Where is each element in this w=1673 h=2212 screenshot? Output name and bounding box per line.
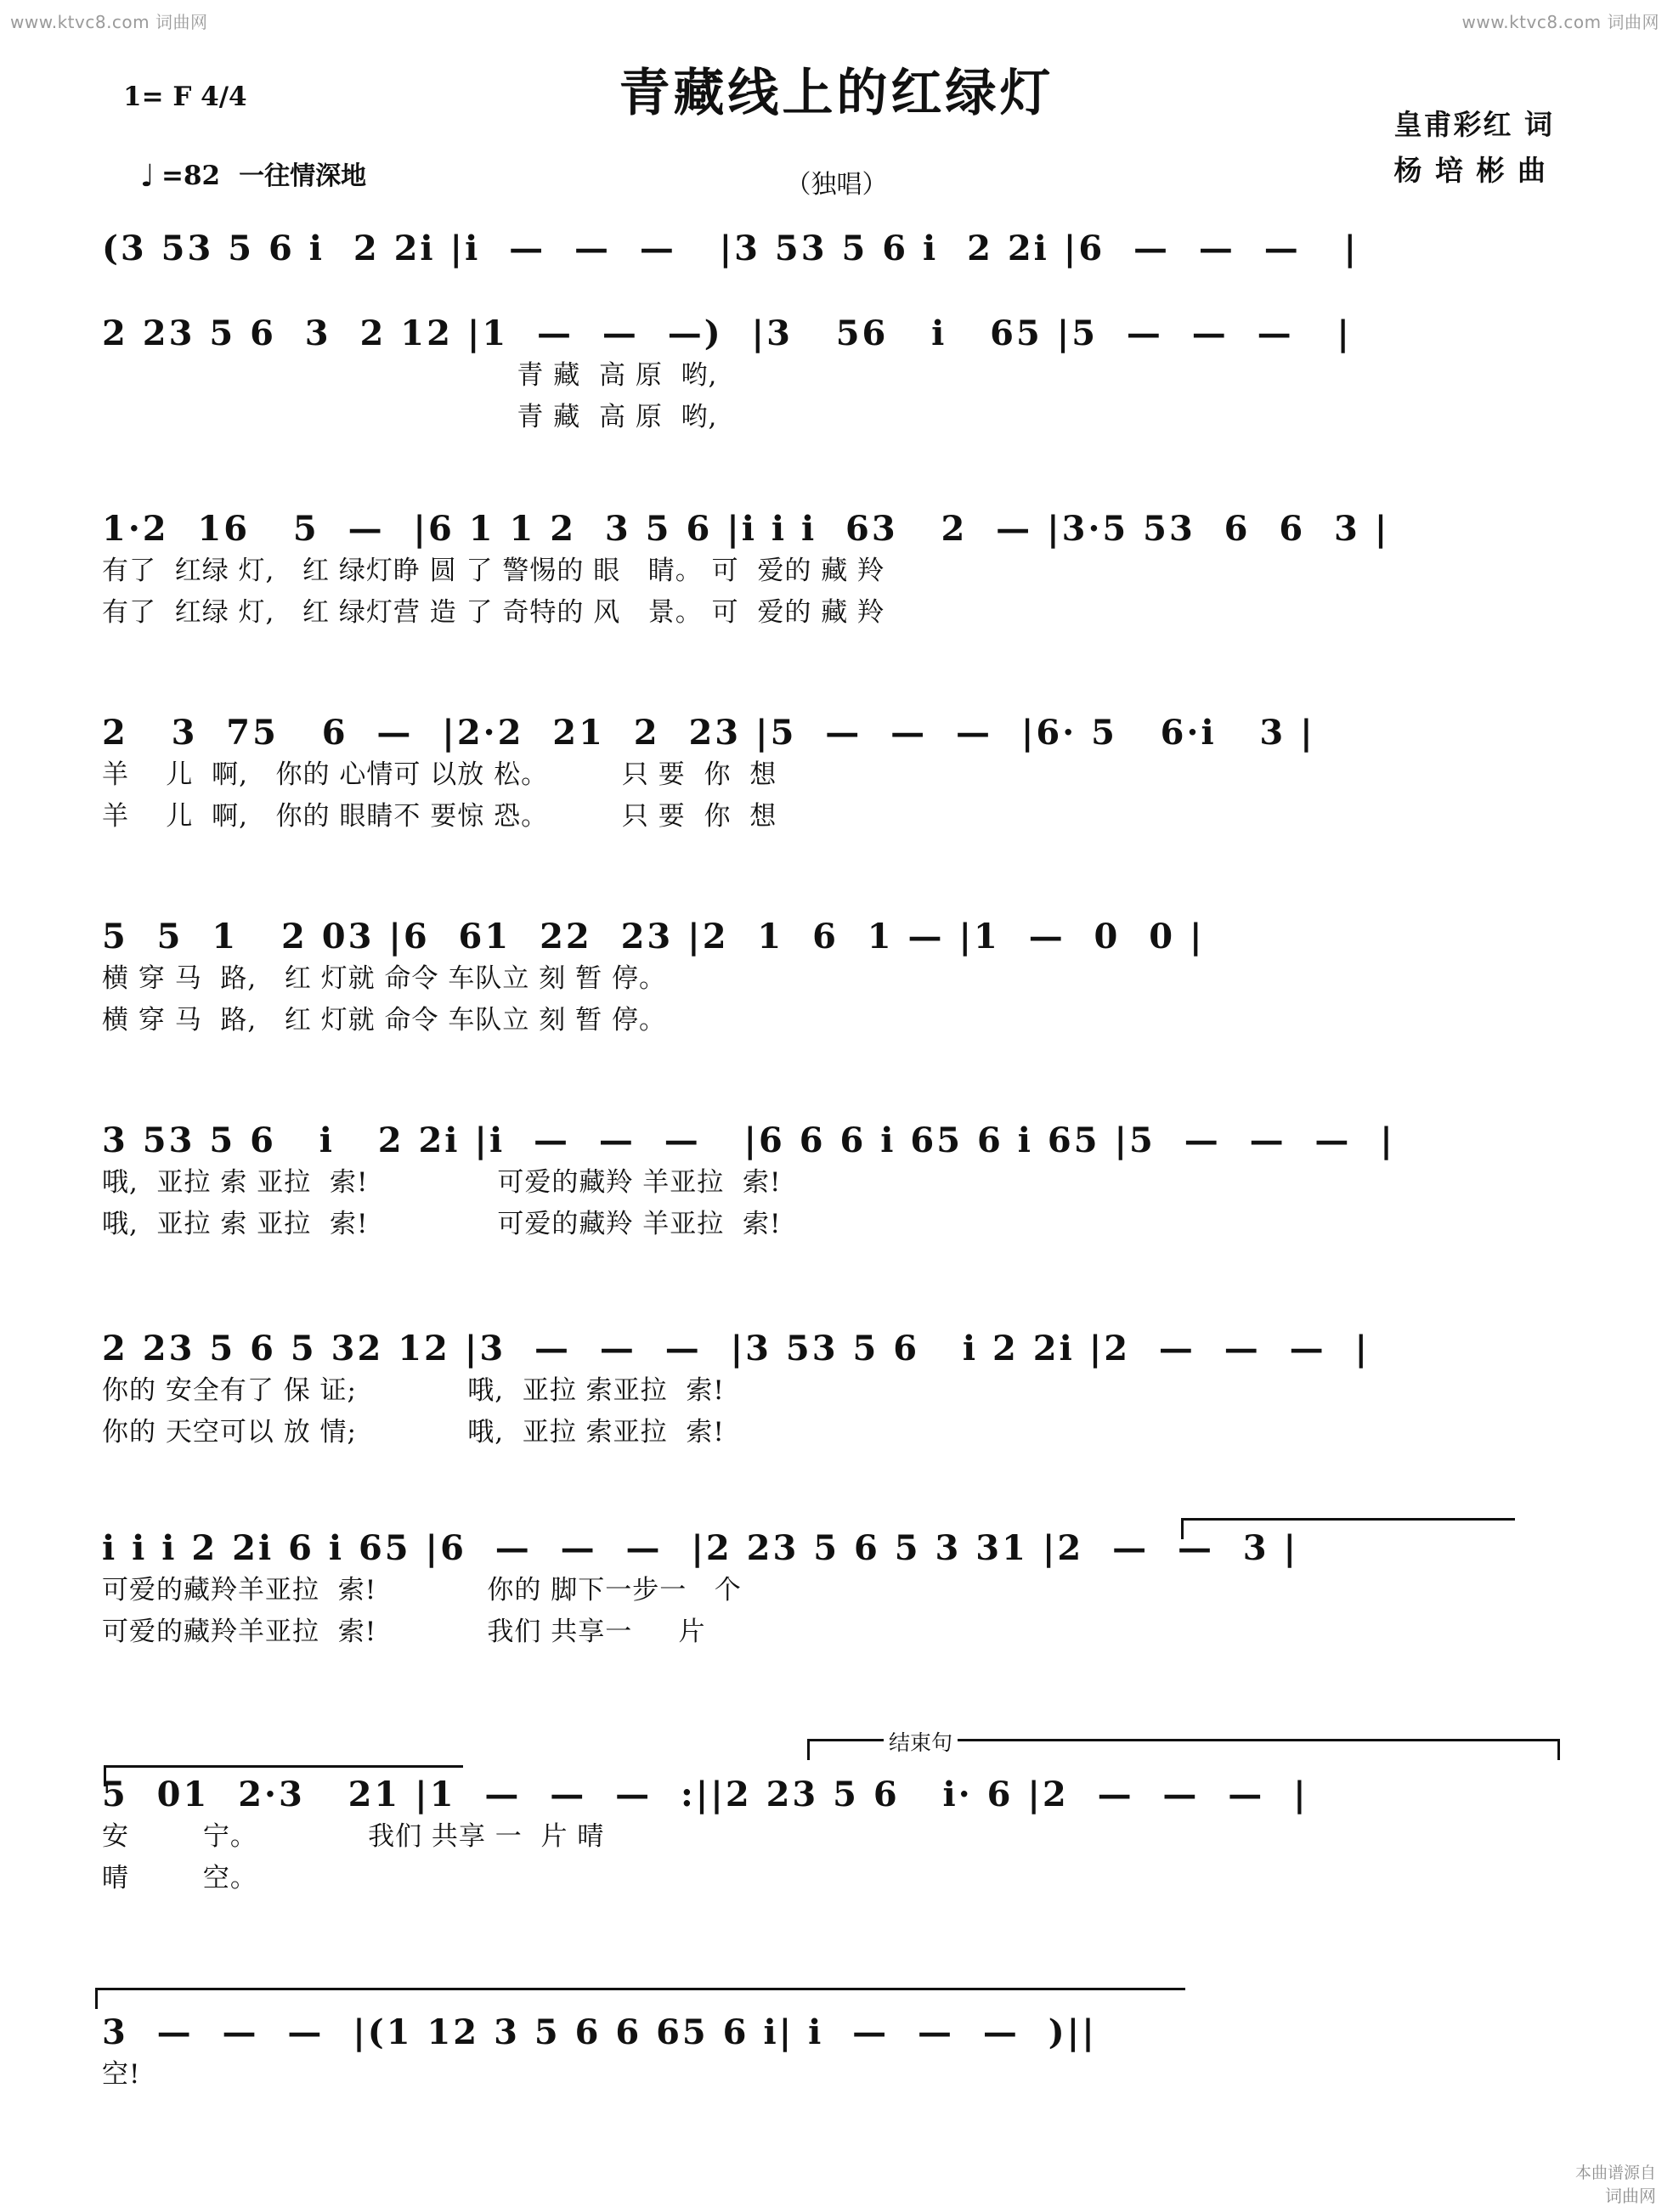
watermark-top-right: www.ktvc8.com 词曲网 xyxy=(1461,12,1659,32)
lyric-verse-2: 有了 红绿 灯, 红 绿灯营 造 了 奇特的 风 景。 可 爱的 藏 羚 xyxy=(102,596,885,628)
system-1 xyxy=(102,229,1571,268)
notation-line: 2 3 75 6 — |2·2 21 2 23 |5 — — — |6· 5 6·i 3 | xyxy=(102,713,1315,753)
system-5 xyxy=(102,917,1571,1040)
system-8 xyxy=(102,1529,1571,1651)
lyric-verse-1: 可爱的藏羚羊亚拉 索! 你的 脚下一步一 个 xyxy=(102,1575,742,1605)
performance-type: （独唱） xyxy=(785,170,888,200)
notation-line: 3 — — — |(1 12 3 5 6 6 65 6 i| i — — — )|| xyxy=(102,2012,1097,2052)
key-signature: 1= F 4/4 xyxy=(123,82,247,112)
notation-line: 3 53 5 6 i 2 2i |i — — — |6 6 6 i 65 6 i 65 |5 — — — | xyxy=(102,1120,1395,1160)
lyric-verse-1: 青 藏 高 原 哟, xyxy=(102,360,718,391)
lyric-verse-1: 安 宁。 我们 共享 一 片 晴 xyxy=(102,1821,605,1852)
notation-line: 5 01 2·3 21 |1 — — — :||2 23 5 6 i· 6 |2 — — — | xyxy=(102,1775,1308,1814)
notation-line: 2 23 5 6 3 2 12 |1 — — —) |3 56 i 65 |5 — — — | xyxy=(102,313,1352,353)
notation-line: 1·2 16 5 — |6 1 1 2 3 5 6 |i i i 63 2 — |3·5 53 6 6 3 | xyxy=(102,509,1390,549)
coda-label: 结束句 xyxy=(884,1726,958,1757)
expression-marking: 一往情深地 xyxy=(239,161,367,191)
quarter-note-icon: ♩ xyxy=(140,158,155,194)
system-2 xyxy=(102,314,1571,437)
notation-line: 5 5 1 2 03 |6 61 22 23 |2 1 6 1 — |1 — 0 0 | xyxy=(102,917,1205,956)
lyricist-credit: 皇甫彩红 词 xyxy=(1393,108,1554,141)
system-10 xyxy=(102,2013,1571,2094)
lyric-verse-2: 哦, 亚拉 索 亚拉 索! 可爱的藏羚 羊亚拉 索! xyxy=(102,1208,782,1239)
repeat-bracket-2 xyxy=(104,1765,463,1786)
lyric-verse-2: 横 穿 马 路, 红 灯就 命令 车队立 刻 暂 停。 xyxy=(102,1004,666,1035)
watermark-top-left: www.ktvc8.com 词曲网 xyxy=(10,12,208,32)
credits xyxy=(1394,102,1555,195)
repeat-bracket-3 xyxy=(95,1988,1185,2009)
system-7 xyxy=(102,1329,1571,1452)
composer-credit: 杨 培 彬 曲 xyxy=(1393,154,1547,188)
lyric-verse-1: 哦, 亚拉 索 亚拉 索! 可爱的藏羚 羊亚拉 索! xyxy=(102,1167,782,1198)
lyric-verse-1: 你的 安全有了 保 证; 哦, 亚拉 索亚拉 索! xyxy=(102,1375,725,1406)
system-6 xyxy=(102,1121,1571,1244)
watermark-site: 词曲网 xyxy=(1605,2186,1656,2206)
notation-line: 2 23 5 6 5 32 12 |3 — — — |3 53 5 6 i 2 2i |2 — — — | xyxy=(102,1329,1371,1368)
repeat-bracket-1 xyxy=(1181,1518,1515,1539)
lyric-verse-2: 青 藏 高 原 哟, xyxy=(102,401,718,432)
notation-line: i i i 2 2i 6 i 65 |6 — — — |2 23 5 6 5 3 31 |2 — — 3 | xyxy=(102,1528,1299,1568)
lyric-verse-2: 晴 空。 xyxy=(102,1862,257,1893)
tempo-value: =82 xyxy=(161,161,221,191)
lyric-verse-2: 羊 儿 啊, 你的 眼睛不 要惊 恐。 只 要 你 想 xyxy=(102,800,777,832)
lyric-verse-2: 可爱的藏羚羊亚拉 索! 我们 共享一 片 xyxy=(102,1616,706,1647)
lyric-verse-1: 空! xyxy=(102,2059,141,2090)
lyric-verse-1: 横 穿 马 路, 红 灯就 命令 车队立 刻 暂 停。 xyxy=(102,963,666,994)
system-4 xyxy=(102,714,1571,836)
watermark-source: 本曲谱源自 xyxy=(1574,2164,1656,2182)
tempo-marking xyxy=(140,155,366,192)
lyric-verse-1: 有了 红绿 灯, 红 绿灯睁 圆 了 警惕的 眼 睛。 可 爱的 藏 羚 xyxy=(102,556,885,586)
system-9 xyxy=(102,1775,1571,1898)
page-title: 青藏线上的红绿灯 xyxy=(619,64,1054,123)
system-3 xyxy=(102,510,1571,632)
lyric-verse-2: 你的 天空可以 放 情; 哦, 亚拉 索亚拉 索! xyxy=(102,1416,725,1447)
notation-line: (3 53 5 6 i 2 2i |i — — — |3 53 5 6 i 2 2i |6 — — — | xyxy=(102,229,1359,268)
lyric-verse-1: 羊 儿 啊, 你的 心情可 以放 松。 只 要 你 想 xyxy=(102,759,777,790)
